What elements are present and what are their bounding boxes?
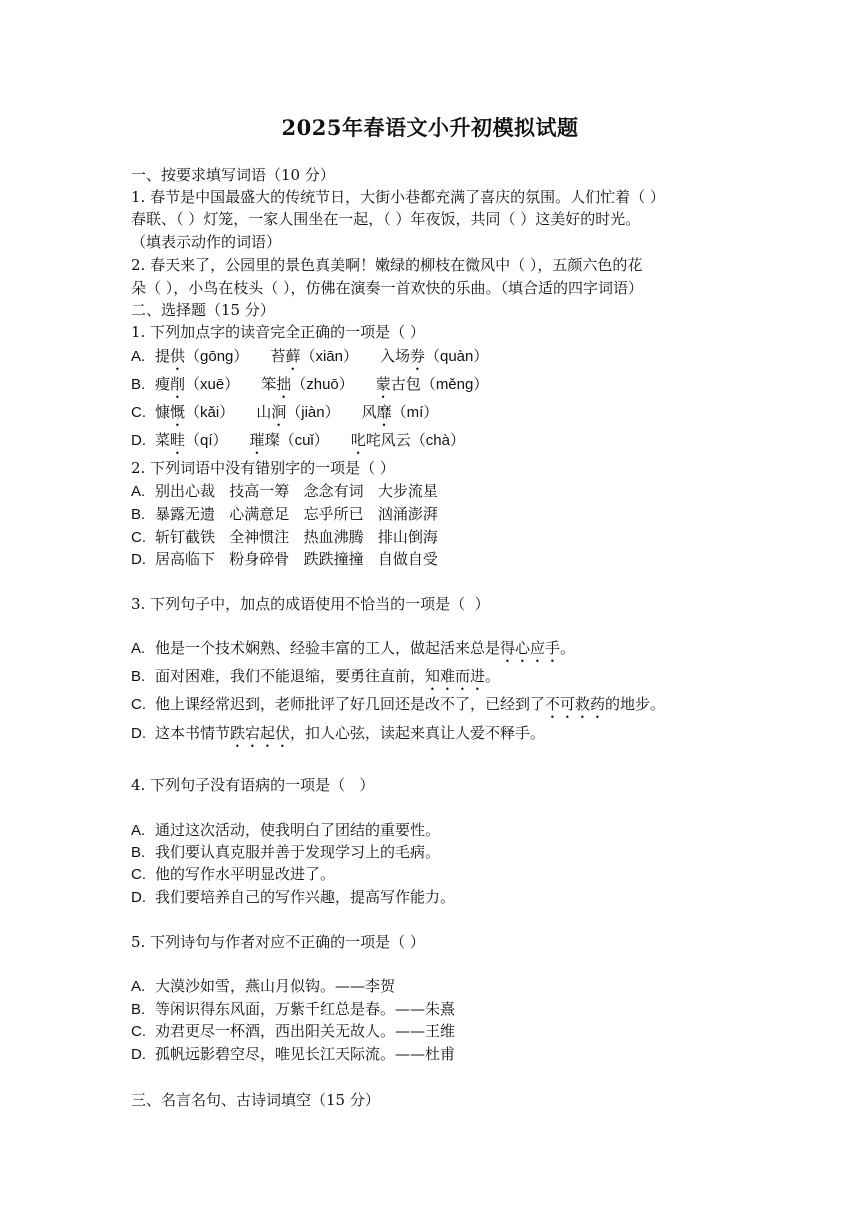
q1-option-a-word-1: 提供（gōng） — [155, 347, 249, 365]
q4-stem: 4. 下列句子没有语病的一项是（ ） — [131, 776, 375, 794]
sec1-q2-line1: 2. 春天来了，公园里的景色真美啊！嫩绿的柳枝在微风中（ ），五颜六色的花 — [131, 256, 643, 274]
q2-stem: 2. 下列词语中没有错别字的一项是（ ） — [131, 459, 395, 477]
q1-option-d-word-2: 璀璨（cuǐ） — [249, 431, 329, 449]
q5-option-b: B. 等闲识得东风面，万紫千红总是春。——朱熹 — [131, 1000, 456, 1018]
sec1-q2-line2: 朵（ ），小鸟在枝头（ ），仿佛在演奏一首欢快的乐曲。（填合适的四字词语） — [131, 279, 644, 297]
q5-option-d: D. 孤帆远影碧空尽，唯见长江天际流。——杜甫 — [131, 1045, 456, 1063]
q1-option-b: B. 瘦削（xuē） 笨拙（zhuō） 蒙古包（měng） — [131, 374, 510, 402]
q5-option-c: C. 劝君更尽一杯酒，西出阳关无故人。——王维 — [131, 1022, 456, 1040]
section-3-heading: 三、名言名句、古诗词填空（15 分） — [131, 1091, 380, 1109]
page-title: 2025年春语文小升初模拟试题 — [281, 115, 579, 140]
q1-option-d: D. 菜畦（qí） 璀璨（cuǐ） 叱咤风云（chà） — [131, 430, 487, 458]
q2-option-d: D. 居高临下 粉身碎骨 跌跌撞撞 自做自受 — [131, 550, 438, 568]
section-2-heading: 二、选择题（15 分） — [131, 301, 275, 319]
q4-option-b: B. 我们要认真克服并善于发现学习上的毛病。 — [131, 843, 441, 861]
q1-option-b-word-1: 瘦削（xuē） — [155, 375, 240, 393]
q3-option-a: A. 他是一个技术娴熟、经验丰富的工人，做起活来总是得心应手。 — [131, 639, 576, 657]
q1-option-d-word-1: 菜畦（qí） — [155, 431, 228, 449]
q2-option-a: A. 别出心裁 技高一筹 念念有词 大步流星 — [131, 482, 438, 500]
q3-option-d: D. 这本书情节跌宕起伏，扣人心弦，读起来真让人爱不释手。 — [131, 724, 546, 742]
sec1-q1-line3: （填表示动作的词语） — [131, 233, 282, 251]
q1-option-d-word-3: 叱咤风云（chà） — [350, 431, 465, 449]
sec1-q1-line2: 春联、（ ）灯笼，一家人围坐在一起，（ ）年夜饭，共同（ ）这美好的时光。 — [131, 210, 641, 228]
q2-option-c: C. 斩钉截铁 全神惯注 热血沸腾 排山倒海 — [131, 528, 438, 546]
q1-stem: 1. 下列加点字的读音完全正确的一项是（ ） — [131, 323, 425, 341]
q1-option-a-word-2: 苔藓（xiān） — [270, 347, 358, 365]
q1-option-b-word-3: 蒙古包（měng） — [375, 375, 489, 393]
q3-option-b: B. 面对困难，我们不能退缩，要勇往直前，知难而进。 — [131, 667, 501, 685]
q2-option-b: B. 暴露无遗 心满意足 忘乎所已 汹涌澎湃 — [131, 505, 438, 523]
q4-option-a: A. 通过这次活动，使我明白了团结的重要性。 — [131, 821, 441, 839]
q1-option-c-word-2: 山涧（jiàn） — [256, 403, 340, 421]
q3-option-c: C. 他上课经常迟到，老师批评了好几回还是改不了，已经到了不可救药的地步。 — [131, 695, 666, 713]
q1-option-c: C. 慷慨（kǎi） 山涧（jiàn） 风靡（mí） — [131, 402, 460, 430]
q5-stem: 5. 下列诗句与作者对应不正确的一项是（ ） — [131, 933, 425, 951]
q5-option-a: A. 大漠沙如雪，燕山月似钩。——李贺 — [131, 977, 396, 995]
q1-option-a: A. 提供（gōng） 苔藓（xiān） 入场券（quàn） — [131, 346, 510, 374]
q1-option-c-word-1: 慷慨（kǎi） — [155, 403, 235, 421]
q1-option-a-word-3: 入场券（quàn） — [379, 347, 489, 365]
section-1-heading: 一、按要求填写词语（10 分） — [131, 166, 335, 184]
q3-stem: 3. 下列句子中，加点的成语使用不恰当的一项是（ ） — [131, 595, 490, 613]
q1-option-b-word-2: 笨拙（zhuō） — [261, 375, 354, 393]
sec1-q1-line1: 1. 春节是中国最盛大的传统节日，大街小巷都充满了喜庆的氛围。人们忙着（ ） — [131, 188, 665, 206]
q4-option-c: C. 他的写作水平明显改进了。 — [131, 865, 336, 883]
q1-option-c-word-3: 风靡（mí） — [361, 403, 439, 421]
q4-option-d: D. 我们要培养自己的写作兴趣，提高写作能力。 — [131, 888, 456, 906]
